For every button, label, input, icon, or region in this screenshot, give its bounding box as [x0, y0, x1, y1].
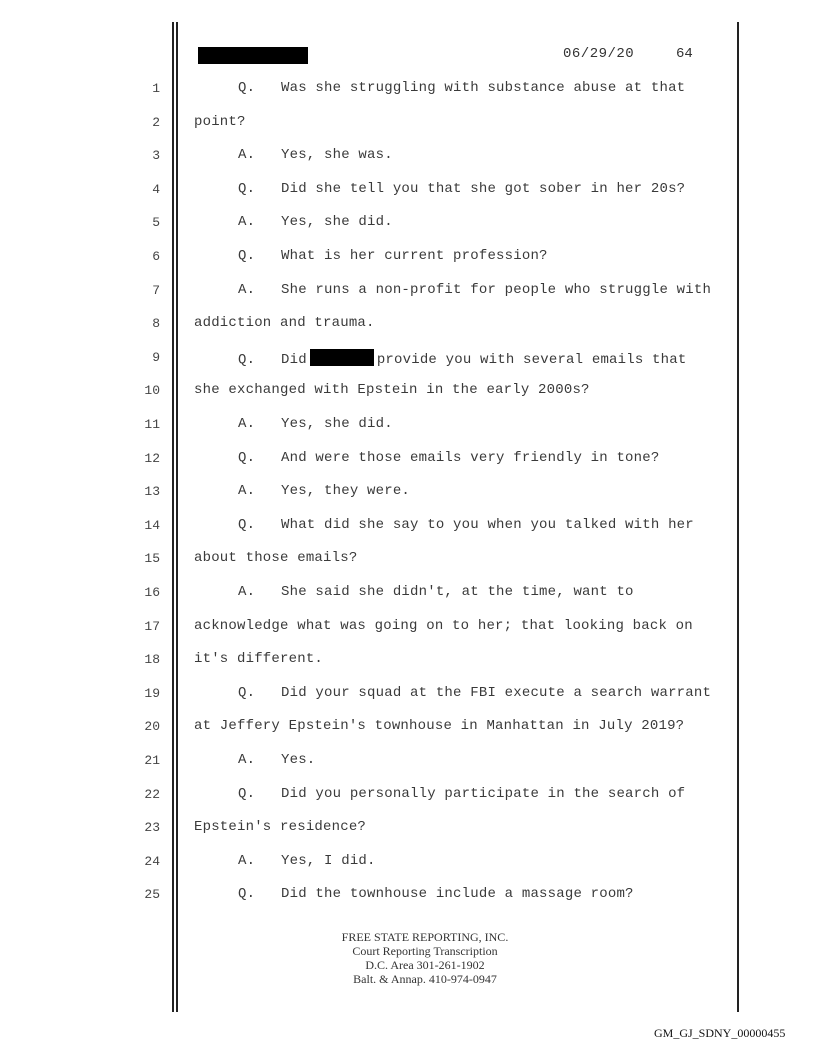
- transcript-line: acknowledge what was going on to her; that looking back on: [194, 617, 693, 634]
- transcript-line: A. Yes, she was.: [238, 147, 393, 164]
- line-text-before-redaction: Q. Did: [238, 351, 307, 368]
- line-number: 4: [152, 181, 160, 197]
- transcript-line: A. Yes, they were.: [238, 483, 411, 500]
- transcript-line: A. Yes, I did.: [238, 852, 376, 869]
- transcript-line: Q. Did you personally participate in the search of: [238, 785, 686, 802]
- footer-services: Court Reporting Transcription: [352, 944, 498, 958]
- transcript-line: she exchanged with Epstein in the early 2000s?: [194, 382, 590, 399]
- line-number: 21: [144, 753, 160, 768]
- transcript-line: Q. And were those emails very friendly in tone?: [238, 449, 660, 466]
- line-number: 11: [144, 417, 160, 432]
- transcript-line: Q. Did your squad at the FBI execute a search warrant: [238, 684, 712, 701]
- transcript-line: Q. What is her current profession?: [238, 248, 548, 264]
- line-number: 6: [152, 249, 160, 264]
- transcript-line: Q. Did she tell you that she got sober in her 20s?: [238, 180, 686, 197]
- line-number: 5: [152, 215, 160, 231]
- transcript-line: Q. Was she struggling with substance abuse at that: [238, 80, 686, 96]
- transcript-line: A. Yes, she did.: [238, 214, 393, 231]
- transcript-line: A. She said she didn't, at the time, want to: [238, 584, 634, 600]
- line-number: 3: [152, 148, 160, 164]
- transcript-line: at Jeffery Epstein's townhouse in Manhattan in July 2019?: [194, 718, 685, 735]
- line-number: 13: [144, 484, 160, 500]
- line-number: 23: [144, 820, 160, 836]
- footer-dc-phone: D.C. Area 301-261-1902: [365, 958, 485, 972]
- line-number: 15: [144, 551, 160, 567]
- header-date: 06/29/20: [563, 46, 635, 62]
- redaction-box-inline: [310, 349, 374, 366]
- transcript-line: Epstein's residence?: [194, 819, 367, 836]
- line-number: 7: [152, 282, 160, 298]
- transcript-line: point?: [194, 113, 246, 130]
- line-number: 18: [144, 652, 160, 668]
- left-margin-rule: [172, 22, 174, 1012]
- line-number: 9: [152, 349, 160, 365]
- line-number: 8: [152, 316, 160, 332]
- transcript-line: about those emails?: [194, 550, 358, 567]
- line-number: 10: [144, 383, 160, 399]
- line-number: 16: [144, 585, 160, 600]
- transcript-line: Q. Did the townhouse include a massage room?: [238, 886, 634, 903]
- transcript-line: A. Yes, she did.: [238, 416, 393, 432]
- left-margin-rule-inner: [176, 22, 178, 1012]
- transcript-line: addiction and trauma.: [194, 315, 375, 332]
- footer-balt-phone: Balt. & Annap. 410-974-0947: [353, 972, 497, 986]
- transcript-line: [238, 349, 686, 368]
- line-number: 25: [144, 887, 160, 903]
- line-number: 14: [144, 517, 160, 533]
- redaction-box-header: [198, 47, 308, 64]
- line-number: 1: [152, 81, 160, 96]
- bates-number: GM_GJ_SDNY_00000455: [654, 1026, 786, 1040]
- transcript-line: A. She runs a non-profit for people who struggle with: [238, 281, 712, 298]
- transcript-line: it's different.: [194, 651, 324, 668]
- right-margin-rule: [737, 22, 739, 1012]
- footer-company: FREE STATE REPORTING, INC.: [341, 930, 509, 944]
- line-number: 24: [144, 853, 160, 869]
- reporter-footer: [300, 930, 550, 986]
- line-number: 20: [144, 719, 160, 735]
- line-number: 22: [144, 786, 160, 802]
- line-number: 19: [144, 685, 160, 701]
- header-page-number: 64: [676, 46, 693, 62]
- line-text-after-redaction: provide you with several emails that: [376, 351, 687, 368]
- transcript-line: Q. What did she say to you when you talked with her: [238, 516, 694, 533]
- line-number: 12: [144, 450, 160, 466]
- transcript-line: A. Yes.: [238, 752, 316, 768]
- line-number: 17: [144, 618, 160, 634]
- line-number: 2: [152, 114, 160, 130]
